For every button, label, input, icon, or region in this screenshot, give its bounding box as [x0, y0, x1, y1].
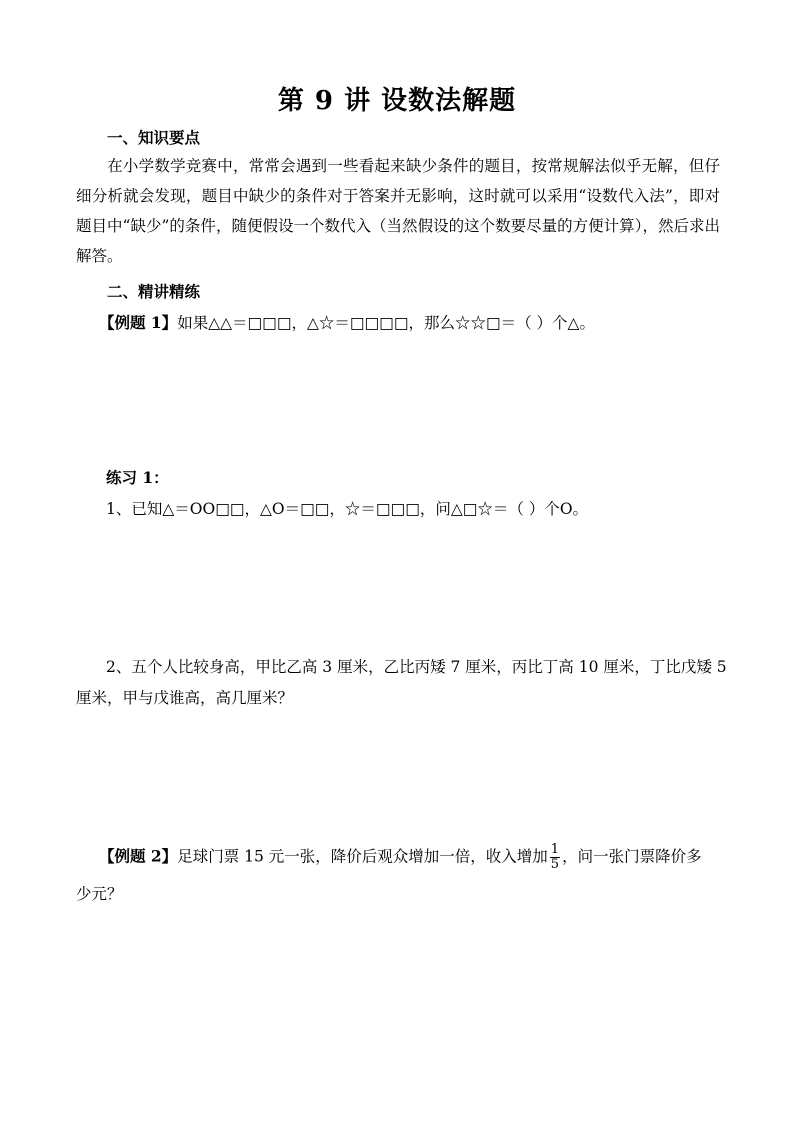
example-1-text: 如果△△＝□□□，△☆＝□□□□，那么☆☆□＝（ ）个△。: [177, 314, 595, 332]
fraction-denominator: 5: [550, 857, 560, 872]
practice-1-heading: 练习 1：: [106, 468, 169, 487]
section-heading-practice: 二、精讲精练: [107, 282, 201, 301]
example-2-text-before: 足球门票 15 元一张，降价后观众增加一倍，收入增加: [177, 847, 548, 866]
example-1-label: 【例题 1】: [99, 313, 178, 332]
practice-1-question-2-line-1: 2、五个人比较身高，甲比乙高 3 厘米，乙比丙矮 7 厘米，丙比丁高 10 厘米，丁比戊矮 5: [106, 658, 727, 676]
example-2-line-1: [99, 843, 749, 872]
section-heading-knowledge: 一、知识要点: [107, 128, 201, 147]
fraction-one-fifth: [550, 843, 560, 872]
example-2-text-after: ，问一张门票降价多: [562, 847, 702, 866]
fraction-numerator: 1: [550, 842, 560, 857]
example-1: [99, 311, 749, 333]
knowledge-paragraph-text: 在小学数学竞赛中，常常会遇到一些看起来缺少条件的题目，按常规解法似乎无解，但仔细分析就会发现，题目中缺少的条件对于答案并无影响，这时就可以采用“设数代入法”，即对题目中“缺少”的条件，随便假设一个数代入（当然假设的这个数要尽量的方便计算），然后求出解答。: [76, 157, 720, 265]
page-title: 第 9 讲 设数法解题: [277, 86, 517, 116]
example-2-label: 【例题 2】: [99, 846, 178, 866]
practice-1-question-2-line-2: 厘米，甲与戊谁高，高几厘米？: [76, 689, 294, 707]
practice-1-question-1: 1、已知△＝OO□□，△O＝□□，☆＝□□□，问△□☆＝（ ）个O。: [106, 500, 589, 518]
example-2-line-2: 少元？: [76, 885, 123, 903]
knowledge-paragraph: [76, 151, 720, 271]
